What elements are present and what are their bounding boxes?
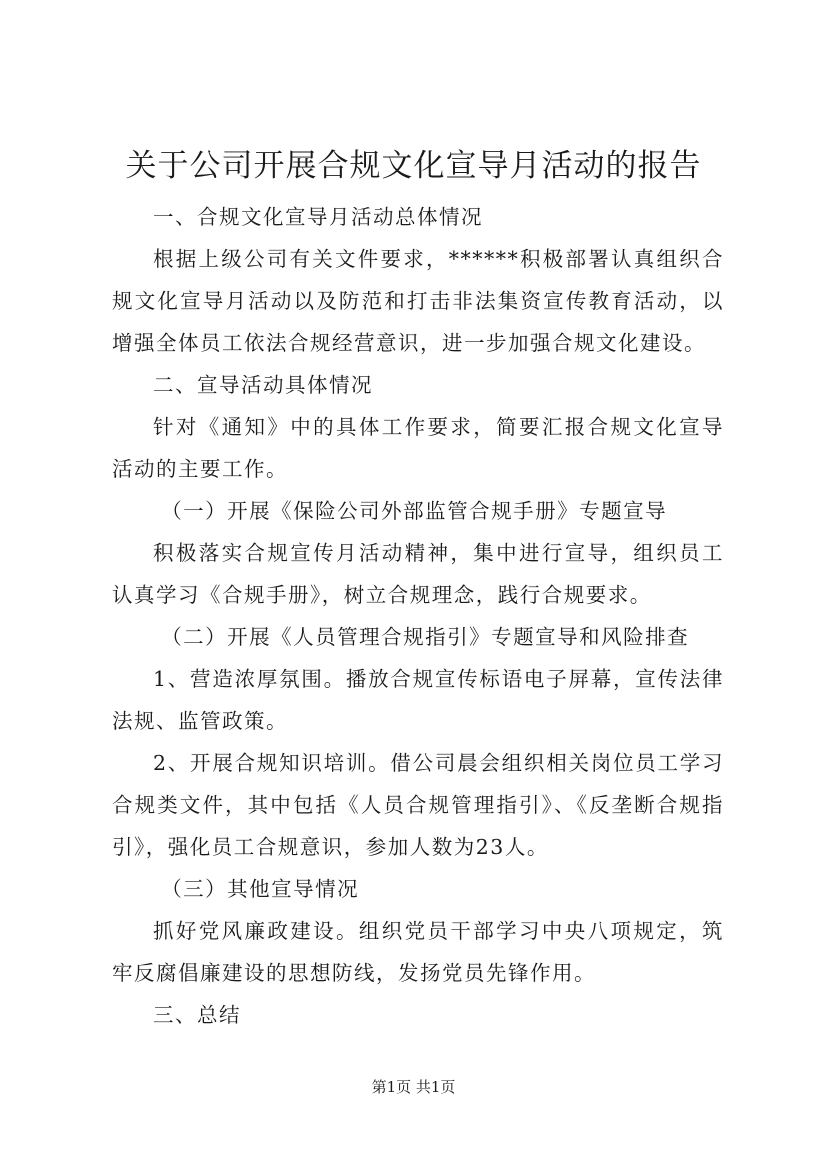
- section-heading-overview: 一、合规文化宣导月活动总体情况: [153, 205, 483, 229]
- paragraph-subsection-2-item-1: 1、营造浓厚氛围。播放合规宣传标语电子屏幕，宣传法律法规、监管政策。: [112, 667, 724, 733]
- paragraph-subsection-2-item-2: 2、开展合规知识培训。借公司晨会组织相关岗位员工学习合规类文件，其中包括《人员合规管理指引》、《反垄断合规指引》，强化员工合规意识，参加人数为23人。: [112, 751, 724, 859]
- page-footer: 第1页 共1页: [371, 1078, 456, 1096]
- document-title: 关于公司开展合规文化宣导月活动的报告: [125, 148, 702, 184]
- paragraph-subsection-1: 积极落实合规宣传月活动精神，集中进行宣导，组织员工认真学习《合规手册》，树立合规理念，践行合规要求。: [112, 541, 724, 607]
- paragraph-overview: 根据上级公司有关文件要求，******积极部署认真组织合规文化宣导月活动以及防范和打击非法集资宣传教育活动，以增强全体员工依法合规经营意识，进一步加强合规文化建设。: [112, 247, 724, 355]
- subsection-heading-2: （二）开展《人员管理合规指引》专题宣导和风险排查: [161, 625, 690, 649]
- subsection-heading-3: （三）其他宣导情况: [161, 877, 360, 901]
- section-heading-details: 二、宣导活动具体情况: [153, 373, 373, 397]
- subsection-heading-1: （一）开展《保险公司外部监管合规手册》专题宣导: [161, 499, 668, 523]
- paragraph-details-intro: 针对《通知》中的具体工作要求，简要汇报合规文化宣导活动的主要工作。: [112, 415, 724, 481]
- section-heading-summary: 三、总结: [153, 1003, 241, 1027]
- document-body: [112, 196, 724, 1036]
- paragraph-subsection-3: 抓好党风廉政建设。组织党员干部学习中央八项规定，筑牢反腐倡廉建设的思想防线，发扬党员先锋作用。: [112, 919, 724, 985]
